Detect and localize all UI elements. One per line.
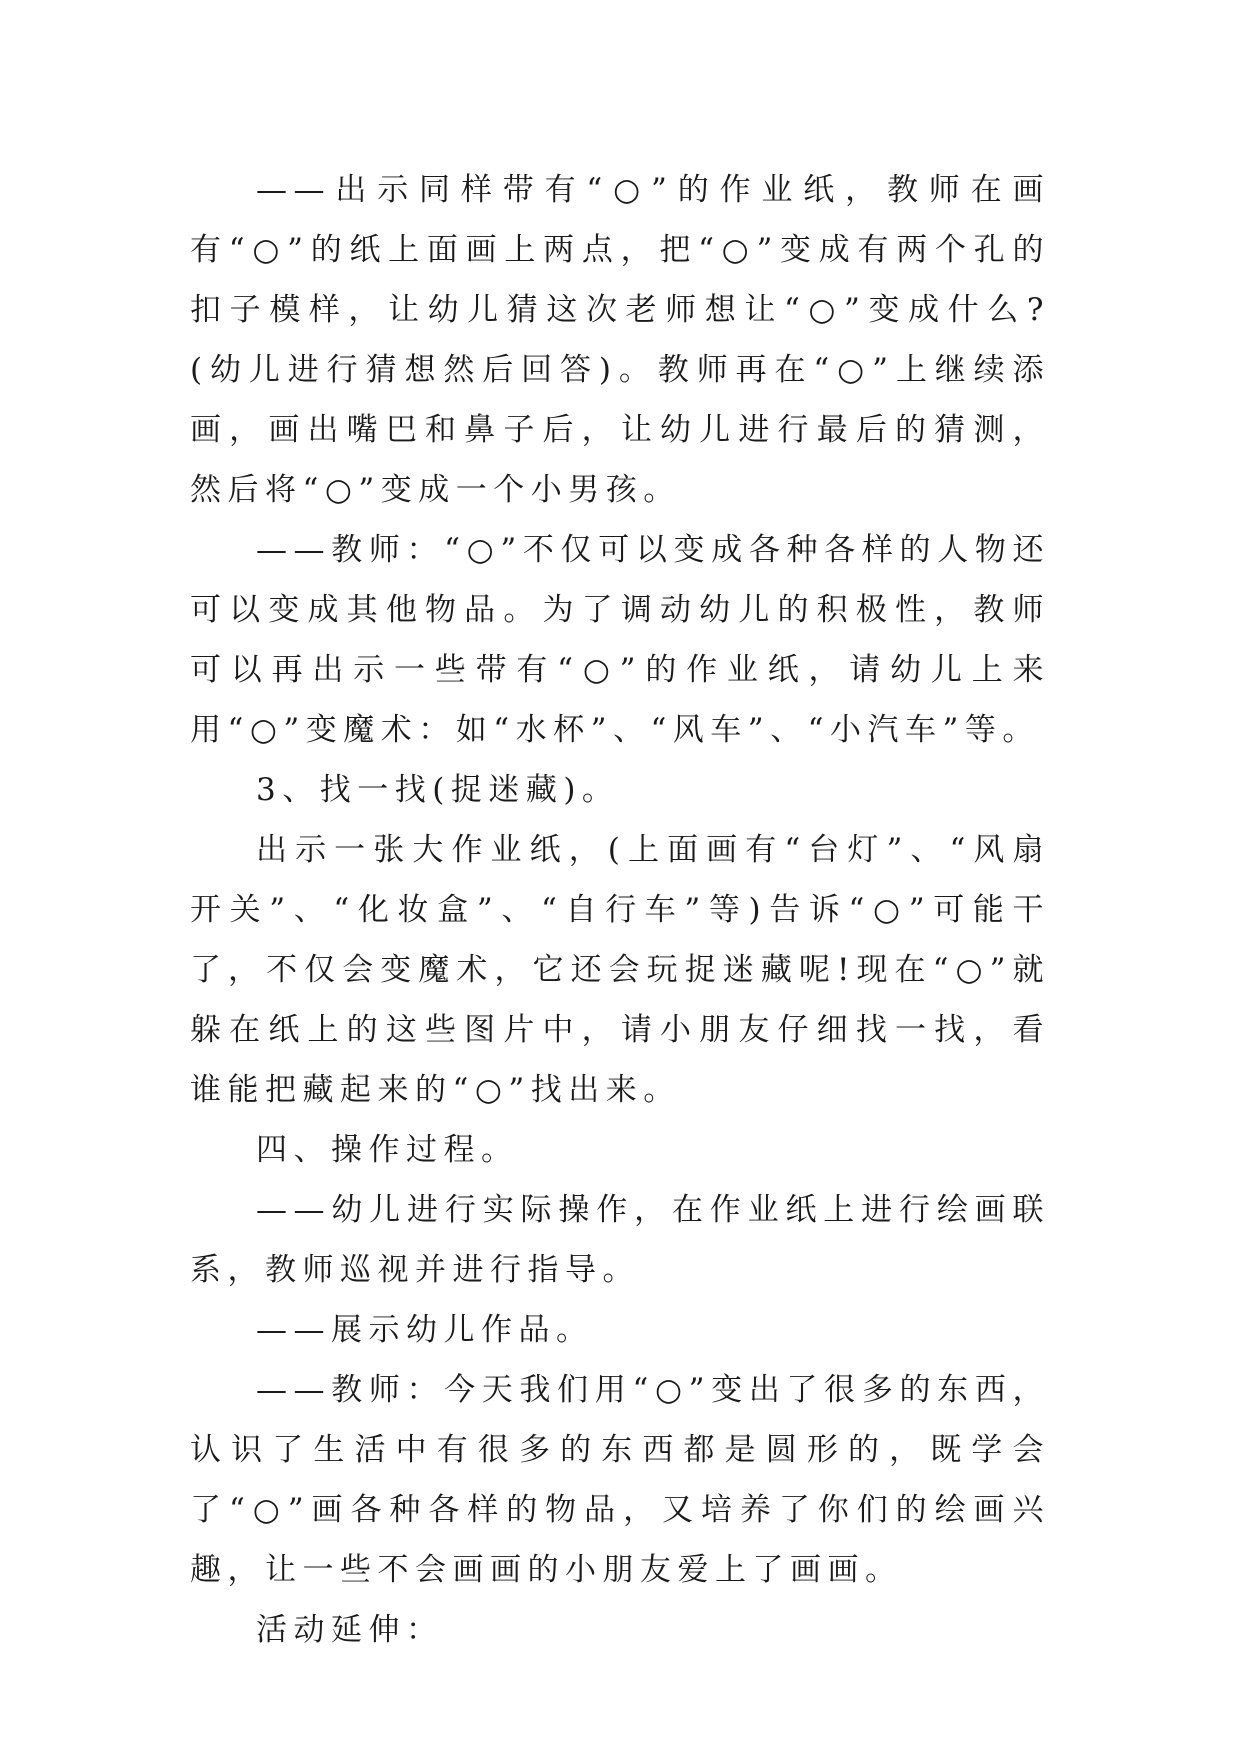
paragraph-magic-objects: ——教师：“○”不仅可以变成各种各样的人物还可以变成其他物品。为了调动幼儿的积极性，教师可以再出示一些带有“○”的作业纸，请幼儿上来用“○”变魔术：如“水杯”、“风车”、“小汽车”等。 <box>190 532 1050 748</box>
section-heading-hide-and-seek: 3、找一找(捉迷藏)。 <box>256 772 620 808</box>
document-body <box>190 160 1050 1660</box>
section-heading-operation: 四、操作过程。 <box>256 1132 519 1168</box>
paragraph-demo-boy: ——出示同样带有“○”的作业纸，教师在画有“○”的纸上面画上两点，把“○”变成有两个孔的扣子模样，让幼儿猜这次老师想让“○”变成什么?(幼儿进行猜想然后回答)。教师再在“○”上继续添画，画出嘴巴和鼻子后，让幼儿进行最后的猜测，然后将“○”变成一个小男孩。 <box>190 172 1050 508</box>
paragraph-show-works: ——展示幼儿作品。 <box>256 1312 594 1348</box>
paragraph-children-practice: ——幼儿进行实际操作，在作业纸上进行绘画联系，教师巡视并进行指导。 <box>190 1192 1050 1288</box>
paragraph-summary: ——教师：今天我们用“○”变出了很多的东西，认识了生活中有很多的东西都是圆形的，既学会了“○”画各种各样的物品，又培养了你们的绘画兴趣，让一些不会画画的小朋友爱上了画画。 <box>190 1372 1050 1588</box>
paragraph-hide-and-seek: 出示一张大作业纸，(上面画有“台灯”、“风扇开关”、“化妆盒”、“自行车”等)告诉“○”可能干了，不仅会变魔术，它还会玩捉迷藏呢!现在“○”就躲在纸上的这些图片中，请小朋友仔细找一找，看谁能把藏起来的“○”找出来。 <box>190 832 1050 1108</box>
section-heading-extension: 活动延伸： <box>256 1612 444 1648</box>
